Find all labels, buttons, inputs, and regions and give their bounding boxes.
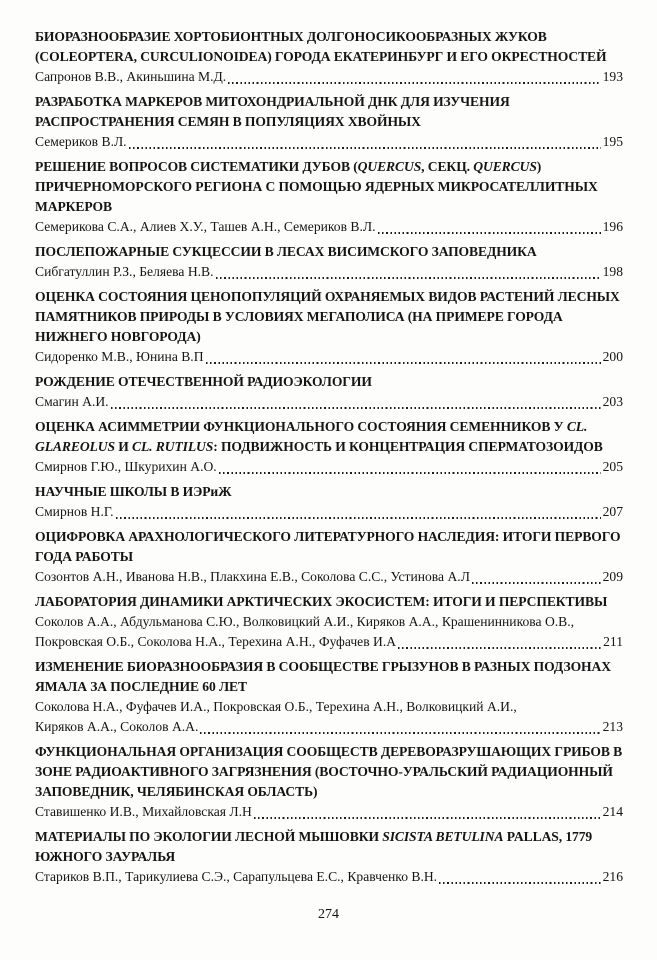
toc-entry: [35, 592, 623, 652]
title-segment: ОЦИФРОВКА АРАХНОЛОГИЧЕСКОГО ЛИТЕРАТУРНОГО НАСЛЕДИЯ: ИТОГИ ПЕРВОГО ГОДА РАБОТЫ: [35, 529, 621, 564]
authors-line: [35, 502, 623, 522]
authors-line: Соколова Н.А., Фуфачев И.А., Покровская О.Б., Терехина А.Н., Волковицкий А.И.,: [35, 699, 517, 714]
authors-line: [35, 867, 623, 887]
authors-line: [35, 457, 623, 477]
toc-entry-title: [35, 742, 623, 802]
title-segment: НАУЧНЫЕ ШКОЛЫ В ИЭРиЖ: [35, 484, 232, 499]
page-ref: 209: [602, 569, 623, 584]
title-segment-italic: QUERCUS: [357, 159, 422, 174]
title-segment: ИЗМЕНЕНИЕ БИОРАЗНООБРАЗИЯ В СООБЩЕСТВЕ ГРЫЗУНОВ В РАЗНЫХ ПОДЗОНАХ ЯМАЛА ЗА ПОСЛЕДНИЕ 60 ЛЕТ: [35, 659, 611, 694]
toc-entry-title: [35, 287, 623, 347]
toc-entry-authors: [35, 697, 623, 737]
dot-leader: [200, 732, 600, 734]
footer-page-number: 274: [318, 907, 339, 922]
page-ref: 214: [602, 804, 623, 819]
authors-line: [35, 717, 623, 737]
authors-text: Смагин А.И.: [35, 394, 109, 409]
toc-entry-title: [35, 482, 623, 502]
toc-entry-title: [35, 827, 623, 867]
page-ref: 193: [602, 69, 623, 84]
toc-entry: [35, 287, 623, 367]
toc-entry-authors: [35, 802, 623, 822]
toc-entry: [35, 417, 623, 477]
toc-entry-title: [35, 92, 623, 132]
toc-entry-title: [35, 372, 623, 392]
authors-line: [35, 347, 623, 367]
authors-text: Ставишенко И.В., Михайловская Л.Н: [35, 804, 252, 819]
page-ref: 207: [602, 504, 623, 519]
toc-entry: [35, 372, 623, 412]
dot-leader: [111, 407, 601, 409]
toc-entry: [35, 27, 623, 87]
toc-entry-authors: [35, 457, 623, 477]
dot-leader: [378, 232, 601, 234]
authors-line: [35, 262, 623, 282]
dot-leader: [254, 817, 601, 819]
title-segment: РЕШЕНИЕ ВОПРОСОВ СИСТЕМАТИКИ ДУБОВ (: [35, 159, 358, 174]
title-segment: ЛАБОРАТОРИЯ ДИНАМИКИ АРКТИЧЕСКИХ ЭКОСИСТЕМ: ИТОГИ И ПЕРСПЕКТИВЫ: [35, 594, 608, 609]
title-segment-italic: CL. GLAREOLUS: [35, 419, 588, 454]
title-segment: РОЖДЕНИЕ ОТЕЧЕСТВЕННОЙ РАДИОЭКОЛОГИИ: [35, 374, 372, 389]
toc-entry-title: [35, 657, 623, 697]
title-segment: ОЦЕНКА СОСТОЯНИЯ ЦЕНОПОПУЛЯЦИЙ ОХРАНЯЕМЫХ ВИДОВ РАСТЕНИЙ ЛЕСНЫХ ПАМЯТНИКОВ ПРИРОДЫ В УСЛОВИЯХ МЕГАПОЛИСА (НА ПРИМЕРЕ ГОРОДА НИЖНЕГО НОВГОРОДА): [35, 289, 620, 344]
toc-entry-title: [35, 592, 623, 612]
toc-entry: [35, 657, 623, 737]
toc-entry-authors: [35, 347, 623, 367]
toc-entry-authors: [35, 132, 623, 152]
title-segment-italic: QUERCUS: [473, 159, 537, 174]
toc-entry-authors: [35, 612, 623, 652]
dot-leader: [219, 472, 601, 474]
dot-leader: [472, 582, 601, 584]
page-ref: 200: [602, 349, 623, 364]
page-footer: [0, 905, 657, 925]
title-segment: ОЦЕНКА АСИММЕТРИИ ФУНКЦИОНАЛЬНОГО СОСТОЯНИЯ СЕМЕННИКОВ У: [35, 419, 567, 434]
toc-entry: [35, 482, 623, 522]
title-segment: ПОСЛЕПОЖАРНЫЕ СУКЦЕССИИ В ЛЕСАХ ВИСИМСКОГО ЗАПОВЕДНИКА: [35, 244, 537, 259]
dot-leader: [206, 362, 601, 364]
toc-entry-authors: [35, 262, 623, 282]
toc-entry: [35, 157, 623, 237]
authors-line: [35, 67, 623, 87]
authors-text: Сапронов В.В., Акиньшина М.Д.: [35, 69, 227, 84]
authors-text: Сибгатуллин Р.З., Беляева Н.В.: [35, 264, 214, 279]
title-segment: PALLAS, 1779 ЮЖНОГО ЗАУРАЛЬЯ: [35, 829, 593, 864]
title-segment: РАЗРАБОТКА МАРКЕРОВ МИТОХОНДРИАЛЬНОЙ ДНК ДЛЯ ИЗУЧЕНИЯ РАСПРОСТРАНЕНИЯ СЕМЯН В ПОПУЛЯЦИЯХ ХВОЙНЫХ: [35, 94, 510, 129]
dot-leader: [129, 147, 601, 149]
title-segment-italic: SICISTA BETULINA: [382, 829, 504, 844]
title-segment: БИОРАЗНООБРАЗИЕ ХОРТОБИОНТНЫХ ДОЛГОНОСИКООБРАЗНЫХ ЖУКОВ (COLEOPTERA, CURCULIONOIDEA) ГОРОДА ЕКАТЕРИНБУРГ И ЕГО ОКРЕСТНОСТЕЙ: [35, 29, 607, 64]
page-ref: 195: [602, 134, 623, 149]
title-segment: МАТЕРИАЛЫ ПО ЭКОЛОГИИ ЛЕСНОЙ МЫШОВКИ: [35, 829, 383, 844]
toc-entry-authors: [35, 67, 623, 87]
toc-entry: [35, 742, 623, 822]
authors-text: Смирнов Н.Г.: [35, 504, 114, 519]
page-ref: 211: [603, 634, 623, 649]
dot-leader: [439, 882, 601, 884]
page-ref: 216: [602, 869, 623, 884]
authors-line: [35, 632, 623, 652]
authors-text: Семерикова С.А., Алиев Х.У., Ташев А.Н., Семериков В.Л.: [35, 219, 376, 234]
title-segment: : ПОДВИЖНОСТЬ И КОНЦЕНТРАЦИЯ СПЕРМАТОЗОИДОВ: [213, 439, 603, 454]
page-ref: 203: [602, 394, 623, 409]
toc-entry-authors: [35, 392, 623, 412]
authors-line: [35, 132, 623, 152]
toc-entry-title: [35, 157, 623, 217]
toc-entry: [35, 92, 623, 152]
toc-entry-title: [35, 417, 623, 457]
toc-entry-authors: [35, 867, 623, 887]
toc-entry: [35, 527, 623, 587]
toc-entry-authors: [35, 217, 623, 237]
dot-leader: [116, 517, 601, 519]
toc-entry: [35, 242, 623, 282]
page-ref: 213: [602, 719, 623, 734]
authors-text: Созонтов А.Н., Иванова Н.В., Плакхина Е.В., Соколова С.С., Устинова А.Л: [35, 569, 470, 584]
authors-line: [35, 392, 623, 412]
toc-list: [35, 27, 623, 892]
authors-line: [35, 217, 623, 237]
page-ref: 205: [602, 459, 623, 474]
page-ref: 196: [602, 219, 623, 234]
dot-leader: [398, 647, 601, 649]
authors-text: Покровская О.Б., Соколова Н.А., Терехина А.Н., Фуфачев И.А: [35, 634, 397, 649]
toc-entry-title: [35, 527, 623, 567]
toc-entry-authors: [35, 502, 623, 522]
toc-entry: [35, 827, 623, 887]
toc-entry-title: [35, 242, 623, 262]
authors-text: Киряков А.А., Соколов А.А.: [35, 719, 199, 734]
authors-text: Смирнов Г.Ю., Шкурихин А.О.: [35, 459, 217, 474]
title-segment: , СЕКЦ.: [421, 159, 474, 174]
toc-entry-authors: [35, 567, 623, 587]
toc-entry-title: [35, 27, 623, 67]
authors-text: Сидоренко М.В., Юнина В.П: [35, 349, 204, 364]
dot-leader: [228, 82, 600, 84]
title-segment-italic: CL. RUTILUS: [132, 439, 214, 454]
dot-leader: [216, 277, 601, 279]
authors-text: Семериков В.Л.: [35, 134, 127, 149]
title-segment: И: [114, 439, 132, 454]
title-segment: ФУНКЦИОНАЛЬНАЯ ОРГАНИЗАЦИЯ СООБЩЕСТВ ДЕРЕВОРАЗРУШАЮЩИХ ГРИБОВ В ЗОНЕ РАДИОАКТИВНОГО ЗАГРЯЗНЕНИЯ (ВОСТОЧНО-УРАЛЬСКИЙ РАДИАЦИОННЫЙ ЗАПОВЕДНИК, ЧЕЛЯБИНСКАЯ ОБЛАСТЬ): [35, 744, 623, 799]
authors-text: Стариков В.П., Тарикулиева С.Э., Сарапульцева Е.С., Кравченко В.Н.: [35, 869, 438, 884]
authors-line: [35, 567, 623, 587]
title-segment: ) ПРИЧЕРНОМОРСКОГО РЕГИОНА С ПОМОЩЬЮ ЯДЕРНЫХ МИКРОСАТЕЛЛИТНЫХ МАРКЕРОВ: [35, 159, 598, 214]
authors-line: [35, 802, 623, 822]
authors-line: Соколов А.А., Абдульманова С.Ю., Волковицкий А.И., Киряков А.А., Крашенинникова О.В.,: [35, 614, 575, 629]
page-ref: 198: [602, 264, 623, 279]
